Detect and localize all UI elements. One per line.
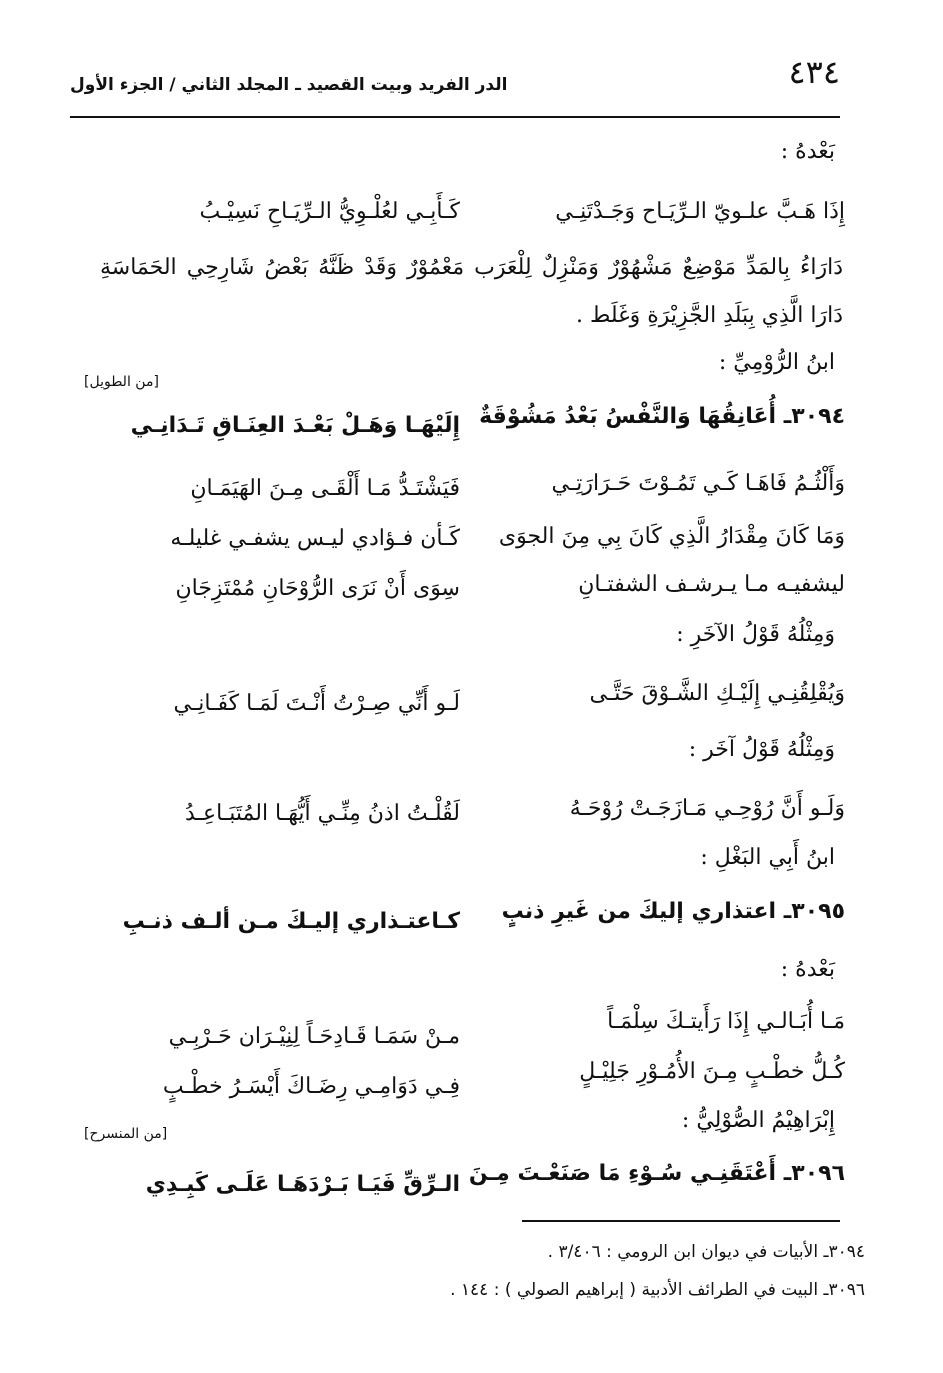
header-rule xyxy=(70,116,840,118)
meter-label: [من المنسرح] xyxy=(84,1126,168,1142)
verse-hemistich-left: كَـأَبِـي لعُلْـوِيُّ الـرِّيَـاحِ نَسِيْـبُ xyxy=(199,199,460,224)
verse-hemistich-right: وَلَـو أَنَّ رُوْحِـي مَـازَجَـتْ رُوْحَـهُ xyxy=(569,796,845,821)
footnote-rule xyxy=(522,1220,840,1222)
footnote: ٣٠٩٤ـ الأبيات في ديوان ابن الرومي : ٣/٤٠٦ . xyxy=(547,1242,865,1262)
poet-name: إِبْرَاهِيْمُ الصُّوْلِيُّ : xyxy=(681,1108,835,1133)
numbered-verse-hemistich-right: ٣٠٩٦ـ أَعْتَقَنِـي سُـوْءِ مَا صَنَعْـتَ مِـنَ xyxy=(468,1161,845,1186)
verse-hemistich-left: لَقُلْـتُ اذنُ مِنِّـي أَيُّهَـا المُتَبَـاعِـدُ xyxy=(184,801,460,826)
prose-line: دَارَاءُ بِالمَدِّ مَوْضِعٌ مَشْهُوْرٌ وَمَنْزِلٌ لِلْعَرَب مَعْمُوْرٌ وَقَدْ ظَنَّهُ بَعْضُ شَارِحِي الحَمَاسَةِ xyxy=(100,255,843,280)
numbered-verse-hemistich-left: الـرِّقِّ فَيَـا بَـرْدَهَـا عَلَـى كَبِـدِي xyxy=(145,1172,460,1197)
verse-hemistich-right: وَمَا كَانَ مِقْدَارُ الَّذِي كَانَ بِي مِنَ الجوَى xyxy=(498,524,845,549)
meter-label: [من الطويل] xyxy=(84,374,159,390)
introductory-phrase: بَعْدهُ : xyxy=(780,957,835,982)
page-number: ٤٣٤ xyxy=(788,53,840,91)
numbered-verse-hemistich-right: ٣٠٩٤ـ أُعَانِقُهَا وَالنَّفْسُ بَعْدُ مَشُوْقَةٌ xyxy=(479,404,845,429)
footnote: ٣٠٩٦ـ البيت في الطرائف الأدبية ( إبراهيم الصولي ) : ١٤٤ . xyxy=(450,1280,865,1300)
verse-hemistich-right: كُـلُّ خطْـبٍ مِـنَ الأُمُـوْرِ جَلِيْـلٍ xyxy=(579,1059,845,1084)
verse-hemistich-right: مَـا أُبَـالـي إِذَا رَأَيتـكَ سِلْمَـاً xyxy=(607,1009,845,1034)
numbered-verse-hemistich-right: ٣٠٩٥ـ اعتذاري إليكَ من غَيرِ ذنبٍ xyxy=(501,899,845,924)
verse-hemistich-left: كَـأن فـؤادي ليـس يشفـي غليلـه xyxy=(170,526,460,551)
transition-phrase: وَمِثْلُهُ قَوْلُ آخَر : xyxy=(688,737,835,762)
verse-hemistich-left: لَـو أَنِّي صِـرْتُ أَنْـتَ لَمَـا كَفَـانِـي xyxy=(173,691,460,716)
verse-hemistich-right: إِذَا هَـبَّ علـويّ الـرِّيَـاح وَجَـدْتَنِـي xyxy=(555,199,845,224)
numbered-verse-hemistich-left: كـاعتـذاري إليـكَ مـن ألـف ذنـبِ xyxy=(122,909,460,934)
page-header xyxy=(70,48,840,108)
numbered-verse-hemistich-left: إِلَيْهَـا وَهَـلْ بَعْـدَ العِنَـاقِ تَـدَانِـي xyxy=(130,413,460,438)
verse-hemistich-left: مـنْ سَمَـا قَـادِحَـاً لِنِيْـرَان حَـرْبِـي xyxy=(168,1024,460,1049)
verse-hemistich-right: ليشفيـه مـا يـرشـف الشفتـانِ xyxy=(578,572,845,597)
verse-hemistich-left: فِـي دَوَامِـي رِضَـاكَ أَيْسَـرُ خطْـبٍ xyxy=(162,1074,460,1099)
verse-hemistich-left: فَيَشْتَـدُّ مَـا أَلْقَـى مِـنَ الهَيَمَـانِ xyxy=(190,476,460,501)
verse-hemistich-right: وَأَلْثُـمُ فَاهَـا كَـي تَمُـوْتَ حَـرَارَتِـي xyxy=(551,471,845,496)
poet-name: ابنُ الرُّوْمِيِّ : xyxy=(718,350,835,375)
prose-line: دَارَا الَّذِي بِبَلَدِ الجَّزِيْرَةِ وَغَلَط . xyxy=(575,303,843,328)
verse-hemistich-left: سِوَى أَنْ نَرَى الرُّوْحَانِ مُمْتَزِجَانِ xyxy=(175,576,460,601)
running-title: الدر الفريد وبيت القصيد ـ المجلد الثاني / الجزء الأول xyxy=(70,75,508,95)
poet-name: ابنُ أَبِي البَغْلِ : xyxy=(700,845,835,870)
introductory-phrase: بَعْدهُ : xyxy=(780,139,835,164)
verse-hemistich-right: وَيُقْلِقُنِـي إِلَيْـكِ الشَّـوْقَ حَتَّـى xyxy=(589,681,845,706)
transition-phrase: وَمِثْلُهُ قَوْلُ الآخَرِ : xyxy=(676,622,835,647)
